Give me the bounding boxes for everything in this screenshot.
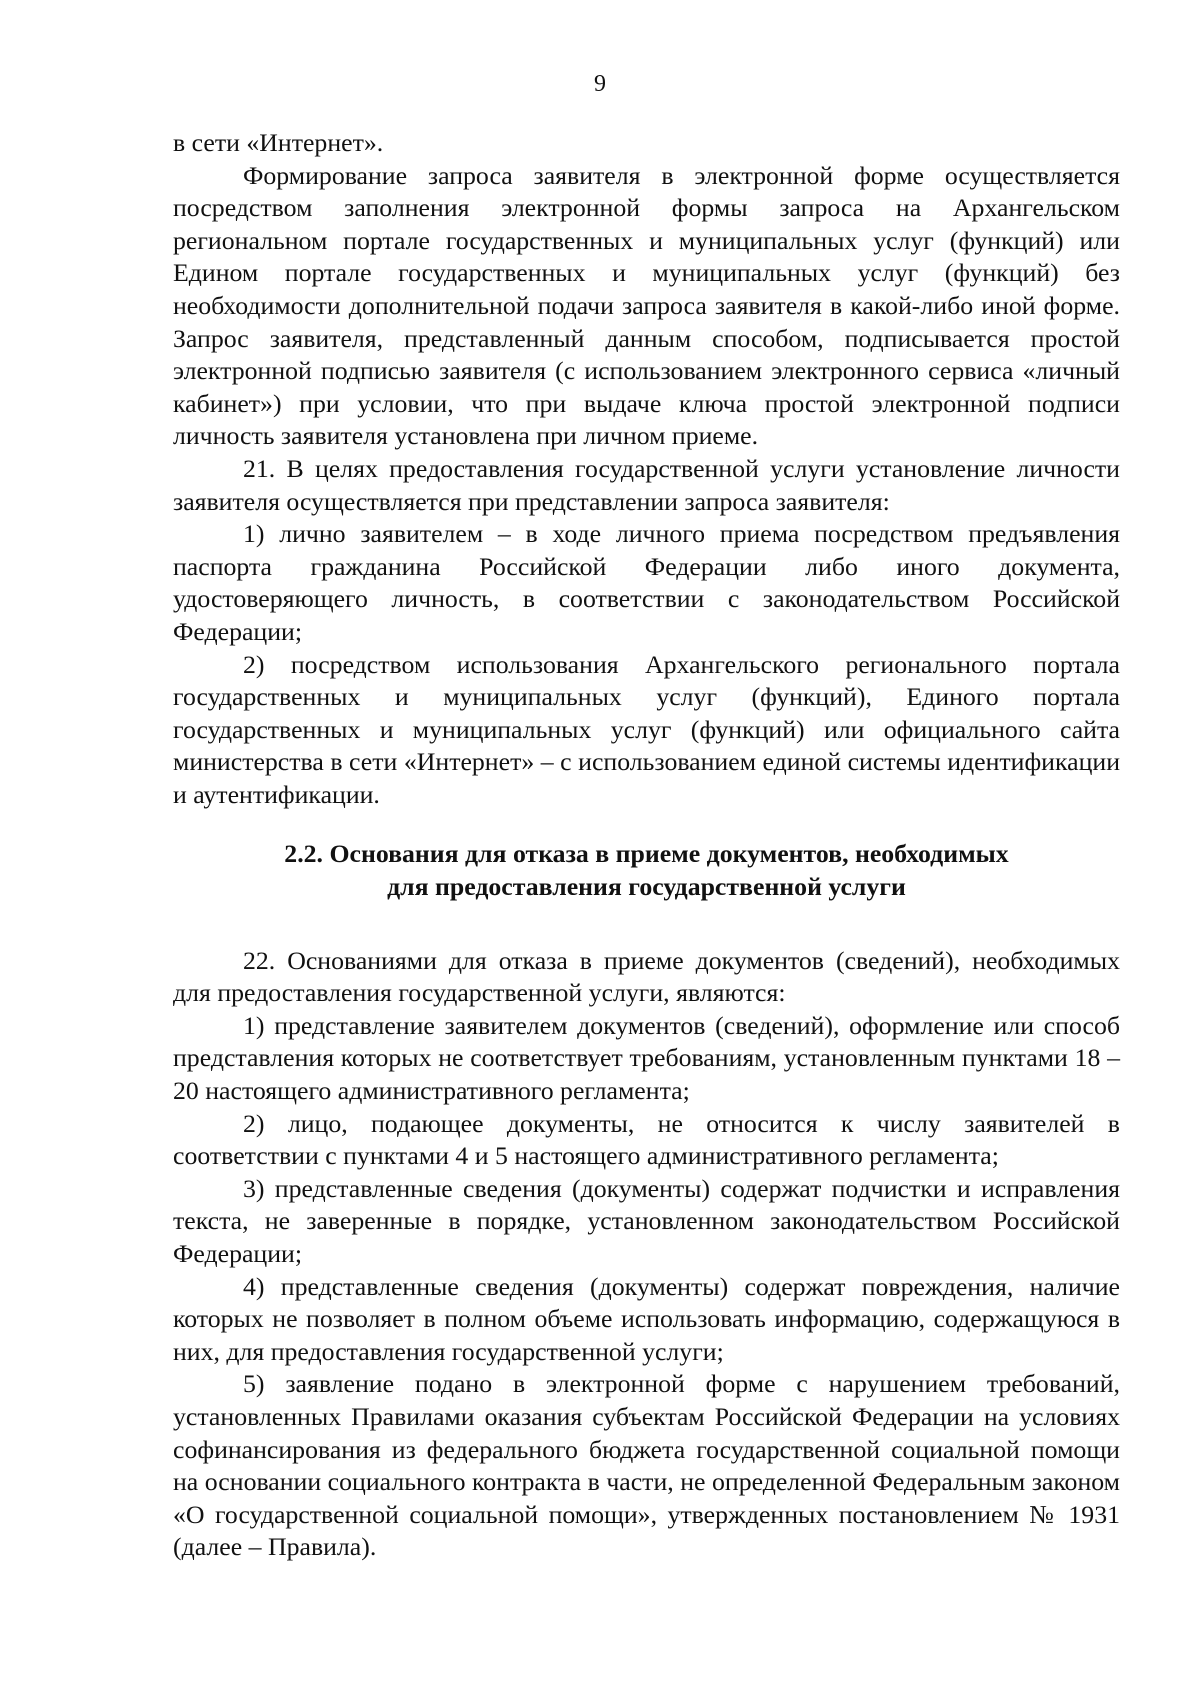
paragraph-item-22-3: 3) представленные сведения (документы) содержат подчистки и исправления текста, не заверенные в порядке, установленном законодательством Российской Федерации; bbox=[173, 1173, 1120, 1268]
paragraph-item-22-4: 4) представленные сведения (документы) содержат повреждения, наличие которых не позволяет в полном объеме использовать информацию, содержащуюся в них, для предоставления государственной услуги; bbox=[173, 1271, 1120, 1366]
page-number: 9 bbox=[594, 71, 606, 97]
paragraph-electronic-request: Формирование запроса заявителя в электронной форме осуществляется посредством заполнения электронной формы запроса на Архангельском региональном портале государственных и муниципальных услуг (функций) или Едином портале государственных и муниципальных услуг (функций) без необходимости дополнительной подачи запроса заявителя в какой-либо иной форме. Запрос заявителя, представленный данным способом, подписывается простой электронной подписью заявителя (с использованием электронного сервиса «личный кабинет») при условии, что при выдаче ключа простой электронной подписи личность заявителя установлена при личном приеме. bbox=[173, 160, 1120, 451]
paragraph-item-21: 21. В целях предоставления государственной услуги установление личности заявителя осуществляется при представлении запроса заявителя: bbox=[173, 453, 1120, 516]
section-heading bbox=[173, 838, 1120, 903]
paragraph-item-22-5: 5) заявление подано в электронной форме с нарушением требований, установленных Правилами оказания субъектам Российской Федерации на условиях софинансирования из федерального бюджета государственной социальной помощи на основании социального контракта в части, не определенной Федеральным законом «О государственной социальной помощи», утвержденных постановлением № 1931 (далее – Правила). bbox=[173, 1369, 1120, 1562]
paragraph-item-21-2: 2) посредством использования Архангельского регионального портала государственных и муниципальных услуг (функций), Единого портала государственных и муниципальных услуг (функций) или официального сайта министерства в сети «Интернет» – с использованием единой системы идентификации и аутентификации. bbox=[173, 649, 1120, 809]
paragraph-item-22-2: 2) лицо, подающее документы, не относится к числу заявителей в соответствии с пунктами 4 и 5 настоящего административного регламента; bbox=[173, 1108, 1120, 1171]
section-heading-line-2: для предоставления государственной услуги bbox=[387, 872, 906, 902]
section-heading-line-1: 2.2. Основания для отказа в приеме документов, необходимых bbox=[284, 839, 1009, 869]
paragraph-item-22-1: 1) представление заявителем документов (сведений), оформление или способ представления которых не соответствует требованиям, установленным пунктами 18 – 20 настоящего административного регламента; bbox=[173, 1010, 1120, 1106]
document-body bbox=[173, 127, 1120, 1564]
paragraph-item-21-1: 1) лично заявителем – в ходе личного приема посредством предъявления паспорта гражданина Российской Федерации либо иного документа, удостоверяющего личность, в соответствии с законодательством Российской Федерации; bbox=[173, 519, 1120, 646]
paragraph-continuation: в сети «Интернет». bbox=[173, 128, 384, 157]
paragraph-item-22: 22. Основаниями для отказа в приеме документов (сведений), необходимых для предоставления государственной услуги, являются: bbox=[173, 945, 1120, 1008]
